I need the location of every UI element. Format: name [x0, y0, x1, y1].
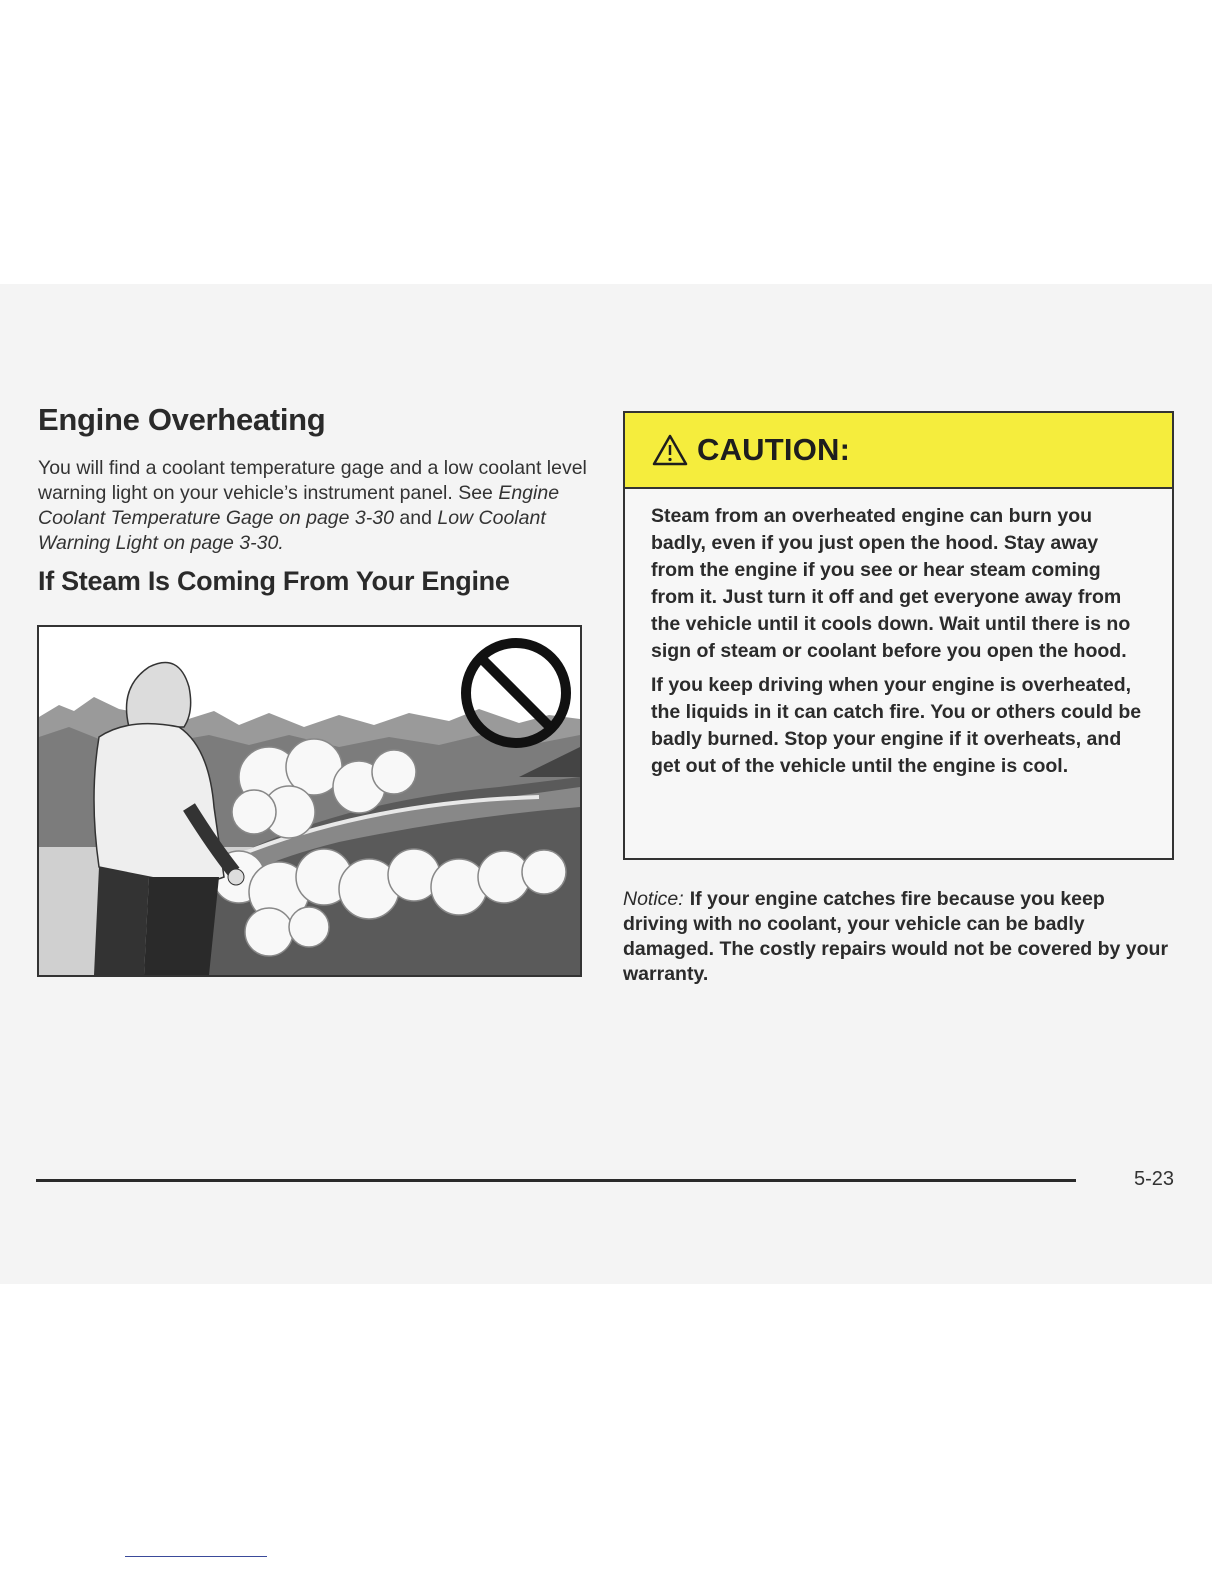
link-underline — [125, 1556, 267, 1557]
intro-reference-gage[interactable]: Engine Coolant Temperature Gage on page 3-30 — [38, 482, 560, 529]
notice-label: Notice: — [623, 888, 684, 910]
caution-paragraph: If you keep driving when your engine is overheated, the liquids in it can catch fire. You or others could be badly burned. Stop your engine if it overheats, and get out of the vehicle until the engine is cool. — [651, 674, 1142, 777]
caution-title: CAUTION: — [697, 432, 851, 467]
intro-reference-warning-light[interactable]: Low Coolant Warning Light on page 3-30. — [38, 507, 546, 554]
caution-body — [625, 489, 1172, 780]
notice-paragraph — [623, 887, 1173, 987]
notice-text: If your engine catches fire because you keep driving with no coolant, your vehicle can be badly damaged. The costly repairs would not be covered by your warranty. — [623, 888, 1169, 985]
footer-rule — [36, 1179, 1076, 1182]
section-title: Engine Overheating — [38, 402, 326, 437]
steam-from-engine-illustration — [37, 625, 582, 977]
caution-paragraph: Steam from an overheated engine can burn you badly, even if you just open the hood. Stay away from the engine if you see or hear steam coming from it. Just turn it off and get everyone away from the vehicle until it cools down. Wait until there is no sign of steam or coolant before you open the hood. — [651, 505, 1131, 662]
manual-page — [0, 284, 1212, 1284]
intro-and: and — [399, 507, 432, 529]
caution-header — [625, 413, 1172, 489]
intro-text: You will find a coolant temperature gage and a low coolant level warning light on your vehicle’s instrument panel. See — [38, 457, 587, 504]
warning-triangle-icon — [652, 434, 688, 466]
page-number: 5-23 — [1134, 1168, 1175, 1190]
subsection-title: If Steam Is Coming From Your Engine — [38, 566, 510, 596]
caution-box — [623, 411, 1174, 860]
intro-paragraph — [38, 456, 598, 556]
